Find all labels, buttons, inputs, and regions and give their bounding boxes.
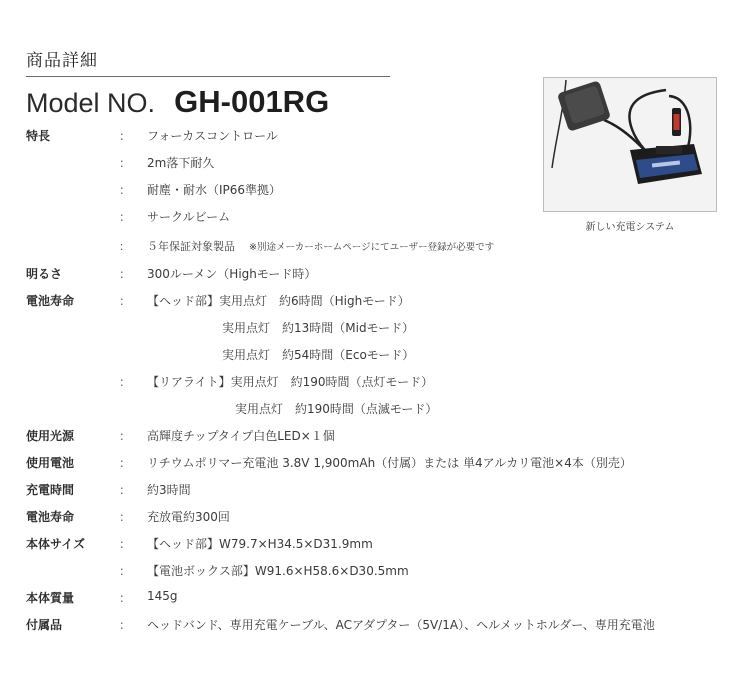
spec-row-accessories [0, 616, 740, 636]
spec-separator: ： [119, 183, 132, 197]
spec-row-runtime-head-1 [0, 292, 740, 312]
spec-label-battery-life: 電池寿命 [26, 294, 75, 308]
spec-row-charge-time [0, 481, 740, 501]
spec-row-size-1 [0, 535, 740, 555]
spec-separator: ： [119, 240, 130, 253]
section-title: 商品詳細 [26, 51, 98, 71]
spec-separator: ： [119, 375, 132, 389]
spec-row-runtime-head-2 [0, 319, 740, 339]
spec-label-charge-time: 充電時間 [26, 483, 75, 497]
warranty-text: ５年保証対象製品 [147, 240, 235, 253]
spec-label-brightness: 明るさ [26, 267, 63, 281]
model-row [26, 84, 329, 120]
spec-separator: ： [119, 210, 132, 224]
spec-value-cycle-life: 充放電約300回 [147, 510, 230, 524]
spec-row-light-source [0, 427, 740, 447]
spec-row-features-3 [0, 181, 740, 201]
title-rule [26, 76, 390, 77]
spec-row-features-5 [0, 238, 740, 258]
spec-separator: ： [119, 510, 132, 524]
photo-caption: 新しい充電システム [585, 222, 675, 233]
spec-row-features-2 [0, 154, 740, 174]
spec-row-battery [0, 454, 740, 474]
spec-label-features: 特長 [26, 129, 51, 143]
spec-separator: ： [119, 429, 132, 443]
spec-value-size-battery-box: 【電池ボックス部】W91.6×H58.6×D30.5mm [147, 564, 409, 578]
spec-value-size-head: 【ヘッド部】W79.7×H34.5×D31.9mm [147, 537, 373, 551]
spec-value-feature-2: 2m落下耐久 [147, 156, 215, 170]
spec-value-head-mid: 実用点灯 約13時間（Midモード） [222, 321, 415, 335]
spec-value-head-high: 【ヘッド部】実用点灯 約6時間（Highモード） [147, 294, 410, 308]
spec-separator: ： [119, 267, 132, 281]
spec-row-size-2 [0, 562, 740, 582]
spec-value-feature-1: フォーカスコントロール [147, 129, 278, 143]
spec-label-light-source: 使用光源 [26, 429, 75, 443]
spec-separator: ： [119, 591, 132, 605]
spec-separator: ： [119, 129, 132, 143]
spec-separator: ： [119, 156, 132, 170]
spec-value-light-source: 高輝度チップタイプ白色LED×１個 [147, 429, 335, 443]
spec-value-weight: 145g [147, 589, 178, 603]
spec-value-brightness: 300ルーメン（Highモード時） [147, 267, 317, 281]
spec-separator: ： [119, 294, 132, 308]
spec-value-battery: リチウムポリマー充電池 3.8V 1,900mAh（付属）または 単4アルカリ電池×4本（別売） [147, 456, 632, 470]
spec-row-brightness [0, 265, 740, 285]
spec-value-rear-blink: 実用点灯 約190時間（点滅モード） [235, 402, 438, 416]
spec-row-features-4 [0, 208, 740, 228]
spec-value-feature-5 [147, 238, 494, 254]
spec-separator: ： [119, 483, 132, 497]
spec-value-feature-3: 耐塵・耐水（IP66準拠） [147, 183, 282, 197]
spec-row-runtime-rear-2 [0, 400, 740, 420]
spec-row-cycle-life [0, 508, 740, 528]
spec-label-size: 本体サイズ [26, 537, 86, 551]
model-number: GH-001RG [174, 84, 330, 119]
spec-separator: ： [119, 537, 132, 551]
spec-value-feature-4: サークルビーム [147, 210, 231, 224]
spec-label-accessories: 付属品 [26, 618, 63, 632]
model-label: Model NO. [26, 88, 156, 118]
warranty-note: ※別途メーカーホームページにてユーザー登録が必要です [249, 242, 495, 253]
spec-separator: ： [119, 564, 132, 578]
spec-row-features-1 [0, 127, 740, 147]
spec-value-head-eco: 実用点灯 約54時間（Ecoモード） [222, 348, 415, 362]
spec-label-battery: 使用電池 [26, 456, 75, 470]
spec-row-runtime-head-3 [0, 346, 740, 366]
spec-value-accessories: ヘッドバンド、専用充電ケーブル、ACアダプター（5V/1A）、ヘルメットホルダー、専用充電池 [147, 618, 655, 632]
spec-value-rear-on: 【リアライト】実用点灯 約190時間（点灯モード） [147, 375, 434, 389]
spec-row-runtime-rear-1 [0, 373, 740, 393]
spec-label-weight: 本体質量 [26, 591, 75, 605]
spec-separator: ： [119, 456, 132, 470]
spec-label-cycle-life: 電池寿命 [26, 510, 75, 524]
spec-value-charge-time: 約3時間 [147, 483, 191, 497]
spec-separator: ： [119, 618, 132, 632]
spec-row-weight [0, 589, 740, 609]
